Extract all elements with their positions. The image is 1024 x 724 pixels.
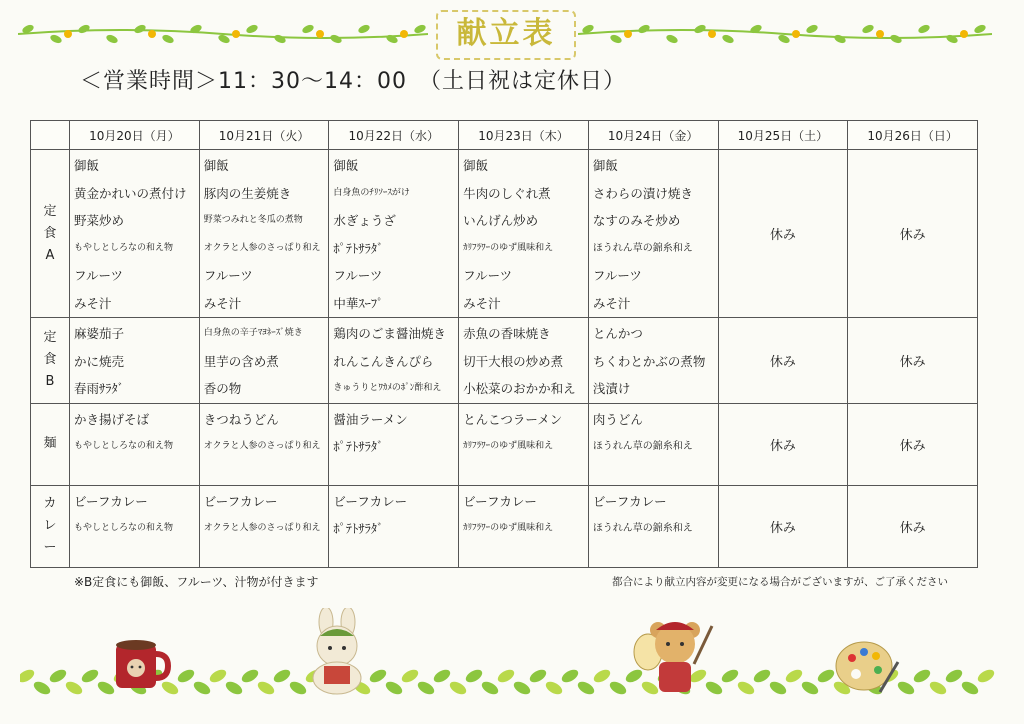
- menu-cell: [199, 403, 329, 485]
- menu-item: 御飯: [203, 158, 229, 173]
- business-hours: ＜営業時間＞11：30〜14：00 （土日祝は定休日）: [80, 69, 626, 94]
- menu-item: フルーツ: [592, 268, 642, 283]
- menu-item: 御飯: [592, 158, 618, 173]
- corner-cell: [31, 121, 70, 150]
- menu-item: みそ汁: [203, 295, 242, 311]
- menu-item: とんこつラーメン: [463, 411, 563, 427]
- menu-item: かき揚げそば: [74, 411, 150, 427]
- menu-cell: [588, 485, 718, 567]
- closed-cell: 休み: [718, 318, 848, 404]
- menu-item: さわらの漬け焼き: [592, 185, 693, 201]
- closed-cell: 休み: [848, 403, 978, 485]
- menu-item: フルーツ: [203, 268, 253, 283]
- menu-item: ｶﾘﾌﾗﾜｰのゆず風味和え: [463, 242, 554, 253]
- menu-row: [31, 150, 978, 318]
- day-header: 10月22日（水）: [329, 121, 459, 150]
- menu-item: 小松菜のおかか和え: [463, 381, 576, 396]
- menu-item: もやしとしろなの和え物: [74, 441, 174, 451]
- menu-item: きつねうどん: [203, 411, 279, 427]
- day-header: 10月24日（金）: [588, 121, 718, 150]
- menu-cell: [199, 318, 329, 404]
- row-label: 麺: [31, 403, 70, 485]
- menu-item: ｶﾘﾌﾗﾜｰのゆず風味和え: [463, 441, 554, 451]
- menu-item: ビーフカレー: [592, 493, 667, 509]
- menu-table: [30, 120, 978, 568]
- menu-item: 野菜炒め: [74, 213, 125, 228]
- menu-cell: [70, 150, 200, 318]
- menu-cell: [329, 485, 459, 567]
- menu-item: 切干大根の炒め煮: [463, 353, 564, 369]
- menu-cell: [329, 318, 459, 404]
- day-header: 10月25日（土）: [718, 121, 848, 150]
- menu-cell: [70, 485, 200, 567]
- menu-item: 香の物: [203, 381, 242, 396]
- note-b-set: ※B定食にも御飯、フルーツ、汁物が付きます: [74, 575, 319, 589]
- menu-cell: [459, 318, 589, 404]
- menu-row: [31, 318, 978, 404]
- menu-item: ﾎﾟﾃﾄｻﾗﾀﾞ: [333, 240, 384, 256]
- menu-item: 醤油ラーメン: [333, 411, 408, 427]
- menu-item: フルーツ: [463, 268, 513, 283]
- menu-item: オクラと人参のさっぱり和え: [203, 523, 321, 533]
- menu-cell: [70, 318, 200, 404]
- menu-row: [31, 403, 978, 485]
- menu-item: 中華ｽｰﾌﾟ: [333, 295, 384, 311]
- menu-item: 浅漬け: [592, 381, 631, 396]
- menu-cell: [459, 485, 589, 567]
- menu-cell: [199, 150, 329, 318]
- vine-garland-left-icon: [18, 20, 428, 46]
- menu-item: 黄金かれいの煮付け: [74, 185, 187, 201]
- menu-item: 白身魚のﾁﾘｿｰｽがけ: [333, 187, 410, 198]
- menu-item: ビーフカレー: [463, 493, 537, 509]
- menu-cell: [588, 318, 718, 404]
- page-title: 献立表: [436, 10, 576, 60]
- closed-cell: 休み: [848, 485, 978, 567]
- menu-item: れんこんきんぴら: [333, 353, 434, 369]
- menu-item: 肉うどん: [592, 411, 643, 427]
- menu-item: ほうれん草の錦糸和え: [592, 523, 693, 534]
- menu-cell: [70, 403, 200, 485]
- menu-item: ちくわとかぶの煮物: [592, 353, 706, 369]
- menu-cell: [588, 403, 718, 485]
- menu-item: とんかつ: [592, 326, 643, 341]
- menu-item: ｶﾘﾌﾗﾜｰのゆず風味和え: [463, 523, 554, 533]
- bear-painter-icon: [632, 608, 724, 698]
- menu-item: 牛肉のしぐれ煮: [463, 185, 551, 201]
- menu-item: 赤魚の香味焼き: [463, 326, 551, 341]
- menu-cell: [199, 485, 329, 567]
- menu-item: 野菜つみれと冬瓜の煮物: [203, 215, 303, 225]
- menu-item: みそ汁: [74, 295, 112, 311]
- day-header: 10月21日（火）: [199, 121, 329, 150]
- vine-garland-right-icon: [578, 20, 992, 46]
- menu-item: 水ぎょうざ: [333, 213, 396, 228]
- menu-row: [31, 485, 978, 567]
- menu-item: ほうれん草の錦糸和え: [592, 441, 693, 452]
- day-header: 10月20日（月）: [70, 121, 200, 150]
- menu-item: もやしとしろなの和え物: [74, 523, 174, 533]
- closed-cell: 休み: [718, 403, 848, 485]
- menu-item: 里芋の含め煮: [203, 353, 279, 369]
- row-label: 定 食 A: [31, 150, 70, 318]
- row-label: 定 食 B: [31, 318, 70, 404]
- mug-icon: [110, 632, 172, 694]
- rabbit-reading-icon: [300, 608, 374, 696]
- closed-cell: 休み: [718, 485, 848, 567]
- menu-item: ビーフカレー: [203, 493, 278, 509]
- day-header: 10月26日（日）: [848, 121, 978, 150]
- menu-cell: [459, 403, 589, 485]
- menu-item: ビーフカレー: [74, 493, 148, 509]
- row-label: カ レ ー: [31, 485, 70, 567]
- menu-item: フルーツ: [74, 268, 124, 283]
- menu-cell: [459, 150, 589, 318]
- menu-item: もやしとしろなの和え物: [74, 242, 174, 253]
- menu-item: 鶏肉のごま醤油焼き: [333, 326, 446, 341]
- day-header: 10月23日（木）: [459, 121, 589, 150]
- menu-item: ほうれん草の錦糸和え: [592, 242, 693, 254]
- menu-item: 御飯: [333, 158, 359, 173]
- menu-item: ビーフカレー: [333, 493, 408, 509]
- header-row: [31, 121, 978, 150]
- menu-item: 春雨ｻﾗﾀﾞ: [74, 381, 125, 396]
- menu-item: フルーツ: [333, 268, 383, 283]
- menu-item: いんげん炒め: [463, 213, 539, 228]
- menu-cell: [588, 150, 718, 318]
- menu-cell: [329, 150, 459, 318]
- menu-item: オクラと人参のさっぱり和え: [203, 441, 321, 451]
- menu-item: 白身魚の辛子ﾏﾖﾈｰｽﾞ焼き: [203, 328, 303, 338]
- menu-item: みそ汁: [463, 295, 501, 311]
- menu-item: みそ汁: [592, 295, 631, 311]
- menu-item: 御飯: [463, 158, 489, 173]
- menu-item: ﾎﾟﾃﾄｻﾗﾀﾞ: [333, 439, 384, 454]
- menu-item: なすのみそ炒め: [592, 213, 681, 228]
- paint-palette-icon: [832, 634, 902, 698]
- menu-item: かに焼売: [74, 353, 125, 369]
- menu-item: 御飯: [74, 158, 100, 173]
- menu-cell: [329, 403, 459, 485]
- closed-cell: 休み: [848, 150, 978, 318]
- menu-item: オクラと人参のさっぱり和え: [203, 242, 321, 253]
- note-disclaimer: 都合により献立内容が変更になる場合がございますが、ご了承ください: [612, 576, 948, 588]
- menu-item: ﾎﾟﾃﾄｻﾗﾀﾞ: [333, 521, 384, 536]
- menu-item: 麻婆茄子: [74, 326, 125, 341]
- menu-item: 豚肉の生姜焼き: [203, 185, 292, 201]
- menu-item: きゅうりとﾜｶﾒのﾎﾟﾝ酢和え: [333, 383, 442, 393]
- closed-cell: 休み: [718, 150, 848, 318]
- closed-cell: 休み: [848, 318, 978, 404]
